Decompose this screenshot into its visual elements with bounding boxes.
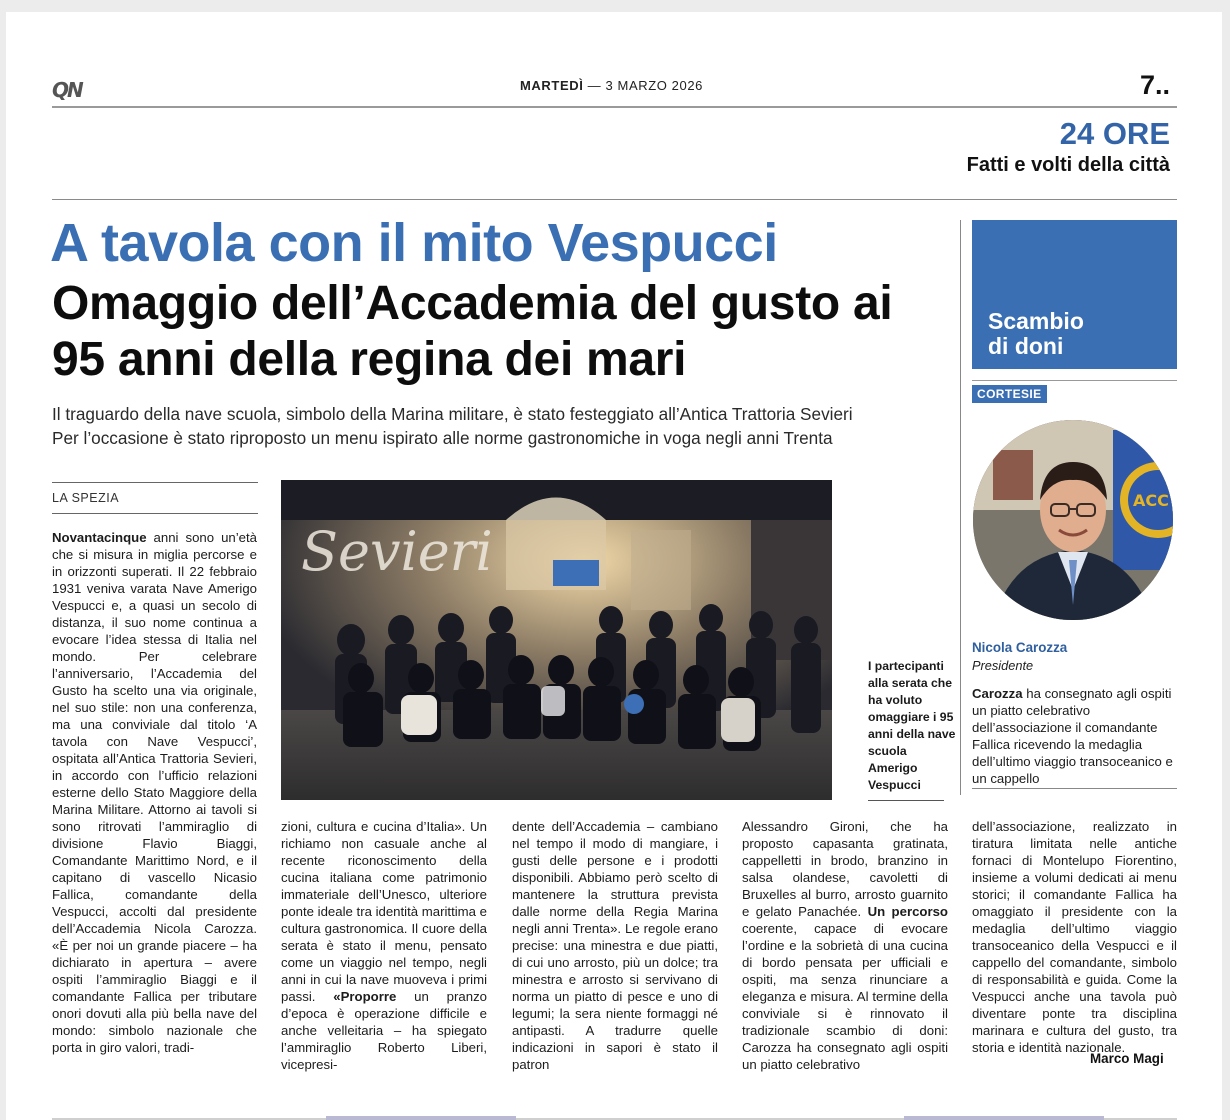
lead-word: Carozza bbox=[972, 686, 1023, 701]
dateline bbox=[520, 78, 703, 93]
location-rule bbox=[52, 513, 258, 514]
caption-rule bbox=[868, 800, 944, 801]
group-photo bbox=[281, 480, 832, 800]
photo-caption: I partecipanti alla serata che ha voluto omaggiare i 95 anni della nave scuola Amerigo Vespucci bbox=[868, 659, 956, 792]
location-rule bbox=[52, 482, 258, 483]
sidebar-title-line: Scambio bbox=[988, 308, 1084, 334]
sidebar-bottom-rule bbox=[972, 788, 1177, 789]
description-text: ha consegnato agli ospiti un piatto celebrativo dell’associazione il comandante Fallica ricevendo la medaglia dell’ultimo viaggio transoceanico e un cappello bbox=[972, 686, 1173, 786]
article-summary bbox=[52, 402, 952, 450]
column-text: zioni, cultura e cucina d’Italia». Un richiamo non casuale anche al recente riconoscimento della cucina italiana come patrimonio immateriale dell’Unesco, ulteriore ponte ideale tra identità marittima e cultura gastronomica. Il cuore della serata è stato il menu, pensato come un viaggio nel tempo, negli anni in cui la nave muoveva i primi passi. bbox=[281, 819, 487, 1004]
column-text: coerente, capace di evocare l’ordine e la sobrietà di una cucina di bordo pensata per ufficiali e ospiti, ma senza rinunciare a eleganza e misura. Al termine della conviviale si è rinnovato il tradizionale scambio di doni: Carozza ha consegnato agli ospiti un piatto celebrativo bbox=[742, 921, 948, 1072]
section-title: 24 ORE bbox=[1059, 116, 1170, 151]
column-text: Alessandro Gironi, che ha proposto capasanta gratinata, cappelletti in brodo, branzino in salsa olandese, cavoletti di Bruxelles al burro, arrosto guarnito e gelato Panachée. bbox=[742, 819, 948, 919]
group-photo-illustration bbox=[281, 480, 832, 800]
restaurant-sign-text: Sevieri bbox=[301, 520, 493, 583]
article-column-2 bbox=[281, 818, 487, 1073]
header-divider bbox=[52, 106, 1177, 108]
article-column-3: dente dell’Accademia – cambiano nel tempo il modo di mangiare, i gusti delle persone e i prodotti disponibili. Abbiamo però scelto di mantenere la struttura prevista dalle norme della Regia Marina negli anni Trenta». Le regole erano precise: una minestra e due piatti, di cui uno arrosto, più un dolce; tra minestra e arrosto si servivano di norma un piatto di pesce e uno di legumi; la sera niente formaggi né antipasti. A tradurre quelle indicazioni in sapori è stato il patron bbox=[512, 819, 718, 1072]
article-author: Marco Magi bbox=[1090, 1051, 1164, 1066]
portrait-photo bbox=[973, 420, 1173, 620]
lead-word: «Proporre bbox=[333, 989, 397, 1004]
lead-word: Un percorso bbox=[867, 904, 948, 919]
section-subtitle: Fatti e volti della città bbox=[966, 154, 1170, 176]
sidebar-title-line: di doni bbox=[988, 333, 1064, 359]
column-text: anni sono un’età che si misura in miglia percorse e in orizzonti superati. Il 22 febbraio 1931 veniva varata Nave Amerigo Vespucci e, a quasi un secolo di distanza, il suo nome continua a evocare l’idea stessa di Italia nel mondo. Per celebrare l’anniversario, l’Accademia del Gusto ha scelto una via originale, nel suo stile: non una conferenza, ma una conviviale dal titolo ‘A tavola con Nave Vespucci’, ospitata all’Antica Trattoria Sevieri, in accordo con l’ufficio relazioni esterne dello Stato Maggiore della Marina Militare. Attorno ai tavoli si sono ritrovati l’ammiraglio di divisione Flavio Biaggi, Comandante Marittimo Nord, e il capitano di vascello Nicasio Fallica, comandante della Vespucci, accolti dal presidente dell’Accademia Nicola Carozza. «È per noi un grande piacere – ha dichiarato in apertura – avere ospiti l’ammiraglio Biaggi e il comandante Fallica per tributare onori dovuti alla più bella nave del mondo: simbolo nazionale che porta in giro valori, tradi- bbox=[52, 530, 257, 1055]
summary-line: Il traguardo della nave scuola, simbolo della Marina militare, è stato festeggiato all’Antica Trattoria Sevieri bbox=[52, 404, 853, 424]
next-article-band bbox=[904, 1116, 1104, 1120]
badge-text: ACC bbox=[1133, 491, 1169, 510]
person-name: Nicola Carozza bbox=[972, 640, 1068, 655]
portrait-illustration bbox=[973, 420, 1173, 620]
article-column-5: dell’associazione, realizzato in tiratura limitata nelle antiche fornaci di Montelupo Fiorentino, insieme a volumi dedicati ai menu storici; il comandante Fallica ha omaggiato il presidente con la medaglia dell’ultimo viaggio transoceanico della Vespucci e il cappello del comandante, simbolo di responsabilità e guida. Come la Vespucci anche una tavola può diventare ponte tra disciplina marinara e cultura del gusto, tra storia e identità nazionale. bbox=[972, 819, 1177, 1055]
sidebar-title bbox=[988, 309, 1084, 359]
article-column-4 bbox=[742, 818, 948, 1073]
article-column-1 bbox=[52, 529, 257, 1056]
article-headline: Omaggio dell’Accademia del gusto ai 95 anni della regina dei mari bbox=[52, 277, 893, 386]
issue-date: 3 MARZO 2026 bbox=[605, 78, 703, 93]
sidebar-description bbox=[972, 685, 1177, 787]
article-kicker: A tavola con il mito Vespucci bbox=[50, 213, 778, 273]
newspaper-page bbox=[6, 12, 1222, 1120]
article-location: LA SPEZIA bbox=[52, 491, 120, 505]
day-of-week: MARTEDÌ bbox=[520, 78, 584, 93]
credit-rule bbox=[972, 380, 1177, 381]
newspaper-logo: QN bbox=[52, 78, 82, 102]
sidebar-divider bbox=[960, 220, 961, 795]
lead-word: Novantacinque bbox=[52, 530, 147, 545]
person-role: Presidente bbox=[972, 658, 1034, 673]
photo-credit-badge: CORTESIE bbox=[972, 385, 1047, 403]
next-article-band bbox=[326, 1116, 516, 1120]
page-number: 7.. bbox=[1140, 70, 1171, 100]
column-text: un pranzo d’epoca è operazione difficile e anche velleitaria – ha spiegato l’ammiraglio Roberto Liberi, vicepresi- bbox=[281, 989, 487, 1072]
date-separator: — bbox=[587, 78, 602, 93]
section-divider bbox=[52, 199, 1177, 200]
summary-line: Per l’occasione è stato riproposto un menu ispirato alle norme gastronomiche in voga negli anni Trenta bbox=[52, 428, 833, 448]
